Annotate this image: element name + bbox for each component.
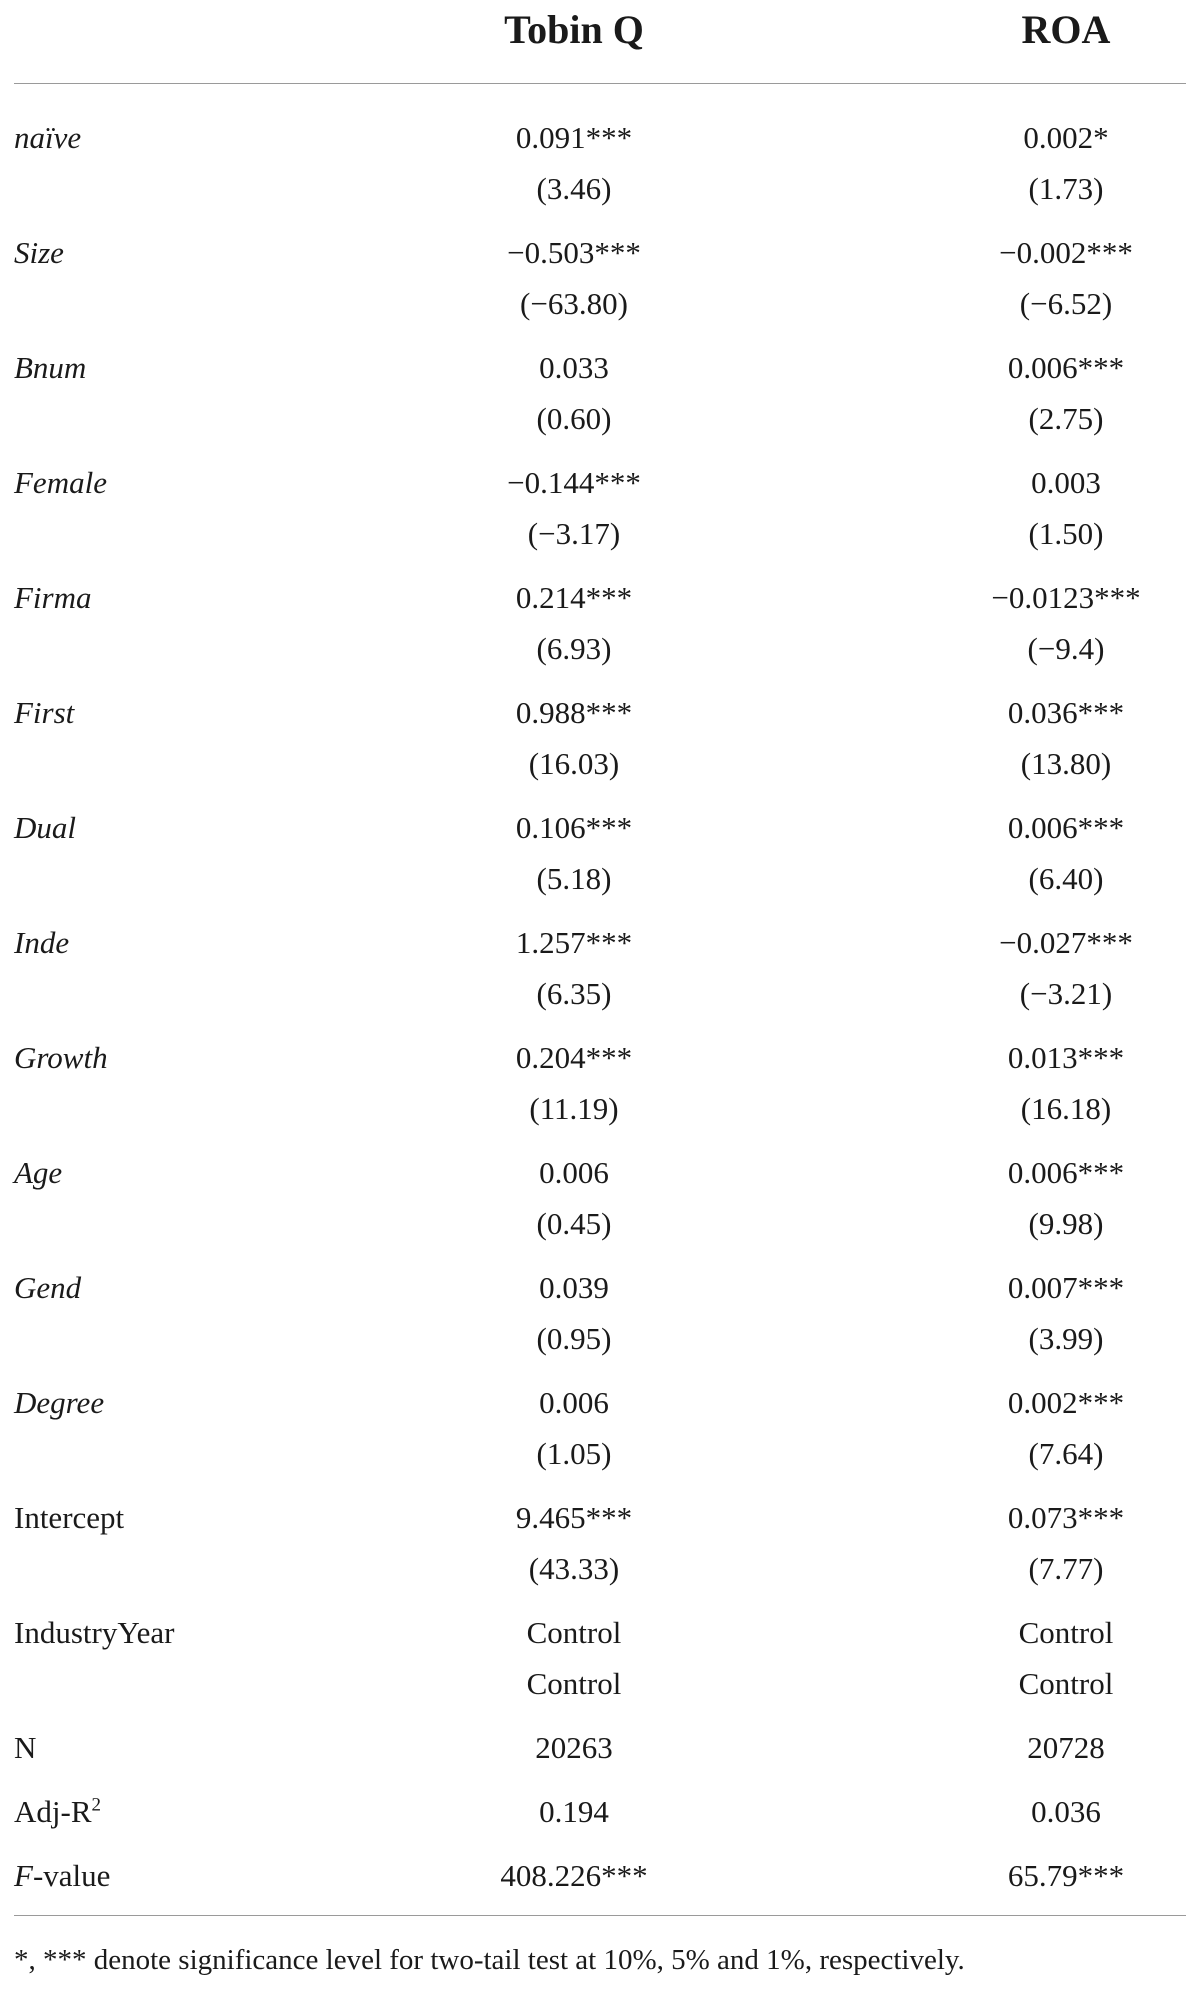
tobin-coef: 0.033 <box>539 350 609 385</box>
roa-tstat: (9.98) <box>1028 1206 1104 1241</box>
roa-tstat: (13.80) <box>1020 746 1112 781</box>
table-footnote: *, *** denote significance level for two-tail test at 10%, 5% and 1%, respectively. <box>14 1944 965 1976</box>
tobin-control-year: Control <box>526 1666 622 1701</box>
table-row <box>0 457 1200 572</box>
roa-coef: 0.003 <box>1031 465 1101 500</box>
roa-adj-r2: 0.036 <box>1031 1794 1101 1829</box>
row-label: F-value <box>14 1858 111 1893</box>
table-row <box>0 802 1200 917</box>
roa-coef: 0.073*** <box>1007 1500 1125 1535</box>
tobin-f-value: 408.226*** <box>500 1858 648 1893</box>
row-label: Intercept <box>14 1500 125 1535</box>
tobin-tstat: (11.19) <box>529 1091 619 1126</box>
tobin-tstat: (43.33) <box>528 1551 620 1586</box>
row-label: Growth <box>14 1040 108 1075</box>
roa-tstat: (16.18) <box>1020 1091 1112 1126</box>
row-label: naïve <box>14 120 82 155</box>
roa-coef: 0.006*** <box>1007 810 1125 845</box>
table-row <box>0 1377 1200 1492</box>
roa-tstat: (7.64) <box>1028 1436 1104 1471</box>
table-row <box>0 342 1200 457</box>
tobin-tstat: (5.18) <box>536 861 612 896</box>
table-row <box>0 1492 1200 1607</box>
table-row-n <box>0 1722 1200 1786</box>
tobin-coef: 0.006 <box>539 1155 609 1190</box>
tobin-tstat: (0.95) <box>536 1321 612 1356</box>
row-label: IndustryYear <box>14 1615 175 1650</box>
tobin-tstat: (0.60) <box>536 401 612 436</box>
row-label: Gend <box>14 1270 82 1305</box>
roa-tstat: (6.40) <box>1028 861 1104 896</box>
table-header <box>0 0 1200 80</box>
roa-tstat: (−9.4) <box>1027 631 1105 666</box>
roa-coef: 0.006*** <box>1007 1155 1125 1190</box>
table-row <box>0 1032 1200 1147</box>
row-label: N <box>14 1730 37 1765</box>
roa-coef: −0.027*** <box>999 925 1133 960</box>
roa-tstat: (1.73) <box>1028 171 1104 206</box>
top-rule <box>14 83 1186 84</box>
tobin-tstat: (1.05) <box>536 1436 612 1471</box>
tobin-tstat: (0.45) <box>536 1206 612 1241</box>
table-row <box>0 687 1200 802</box>
table-row <box>0 1262 1200 1377</box>
row-label: Inde <box>14 925 70 960</box>
tobin-tstat: (−63.80) <box>520 286 628 321</box>
tobin-coef: 0.091*** <box>515 120 633 155</box>
tobin-adj-r2: 0.194 <box>539 1794 609 1829</box>
table-row <box>0 227 1200 342</box>
roa-coef: 0.006*** <box>1007 350 1125 385</box>
roa-f-value: 65.79*** <box>1007 1858 1125 1893</box>
row-label: First <box>14 695 75 730</box>
table-row <box>0 917 1200 1032</box>
roa-n: 20728 <box>1027 1730 1105 1765</box>
tobin-n: 20263 <box>535 1730 613 1765</box>
table-row <box>0 1147 1200 1262</box>
tobin-coef: −0.503*** <box>507 235 641 270</box>
row-label: Dual <box>14 810 76 845</box>
roa-tstat: (3.99) <box>1028 1321 1104 1356</box>
tobin-tstat: (−3.17) <box>527 516 621 551</box>
tobin-tstat: (16.03) <box>528 746 620 781</box>
roa-tstat: (−3.21) <box>1019 976 1113 1011</box>
tobin-coef: 1.257*** <box>515 925 633 960</box>
superscript-2: 2 <box>91 1794 101 1816</box>
column-header-tobin-q: Tobin Q <box>504 7 644 52</box>
roa-coef: 0.007*** <box>1007 1270 1125 1305</box>
table-row <box>0 1607 1200 1722</box>
column-header-roa: ROA <box>1021 7 1111 52</box>
row-label: Adj-$R^2$ <box>14 1794 101 1829</box>
roa-tstat: (7.77) <box>1028 1551 1104 1586</box>
row-label: Degree <box>14 1385 105 1420</box>
tobin-tstat: (3.46) <box>536 171 612 206</box>
tobin-coef: −0.144*** <box>507 465 641 500</box>
row-label: Size <box>14 235 64 270</box>
row-label: Bnum <box>14 350 87 385</box>
table-row <box>0 572 1200 687</box>
tobin-coef: 9.465*** <box>515 1500 633 1535</box>
roa-coef: −0.0123*** <box>991 580 1141 615</box>
roa-control-industry: Control <box>1018 1615 1114 1650</box>
tobin-coef: 0.988*** <box>515 695 633 730</box>
tobin-coef: 0.006 <box>539 1385 609 1420</box>
roa-tstat: (1.50) <box>1028 516 1104 551</box>
roa-tstat: (−6.52) <box>1019 286 1113 321</box>
roa-coef: 0.002* <box>1023 120 1109 155</box>
table-row <box>0 112 1200 227</box>
roa-coef: 0.013*** <box>1007 1040 1125 1075</box>
tobin-control-industry: Control <box>526 1615 622 1650</box>
tobin-coef: 0.039 <box>539 1270 609 1305</box>
roa-control-year: Control <box>1018 1666 1114 1701</box>
tobin-tstat: (6.93) <box>536 631 612 666</box>
table-row-adj-r2 <box>0 1786 1200 1850</box>
tobin-coef: 0.106*** <box>515 810 633 845</box>
tobin-tstat: (6.35) <box>536 976 612 1011</box>
row-label: Female <box>14 465 107 500</box>
table-body <box>0 112 1200 1914</box>
bottom-rule <box>14 1915 1186 1916</box>
roa-coef: 0.002*** <box>1007 1385 1125 1420</box>
row-label: Age <box>14 1155 63 1190</box>
tobin-coef: 0.204*** <box>515 1040 633 1075</box>
roa-coef: 0.036*** <box>1007 695 1125 730</box>
row-label: Firma <box>14 580 92 615</box>
roa-coef: −0.002*** <box>999 235 1133 270</box>
table-row-f-value <box>0 1850 1200 1914</box>
tobin-coef: 0.214*** <box>515 580 633 615</box>
roa-tstat: (2.75) <box>1028 401 1104 436</box>
